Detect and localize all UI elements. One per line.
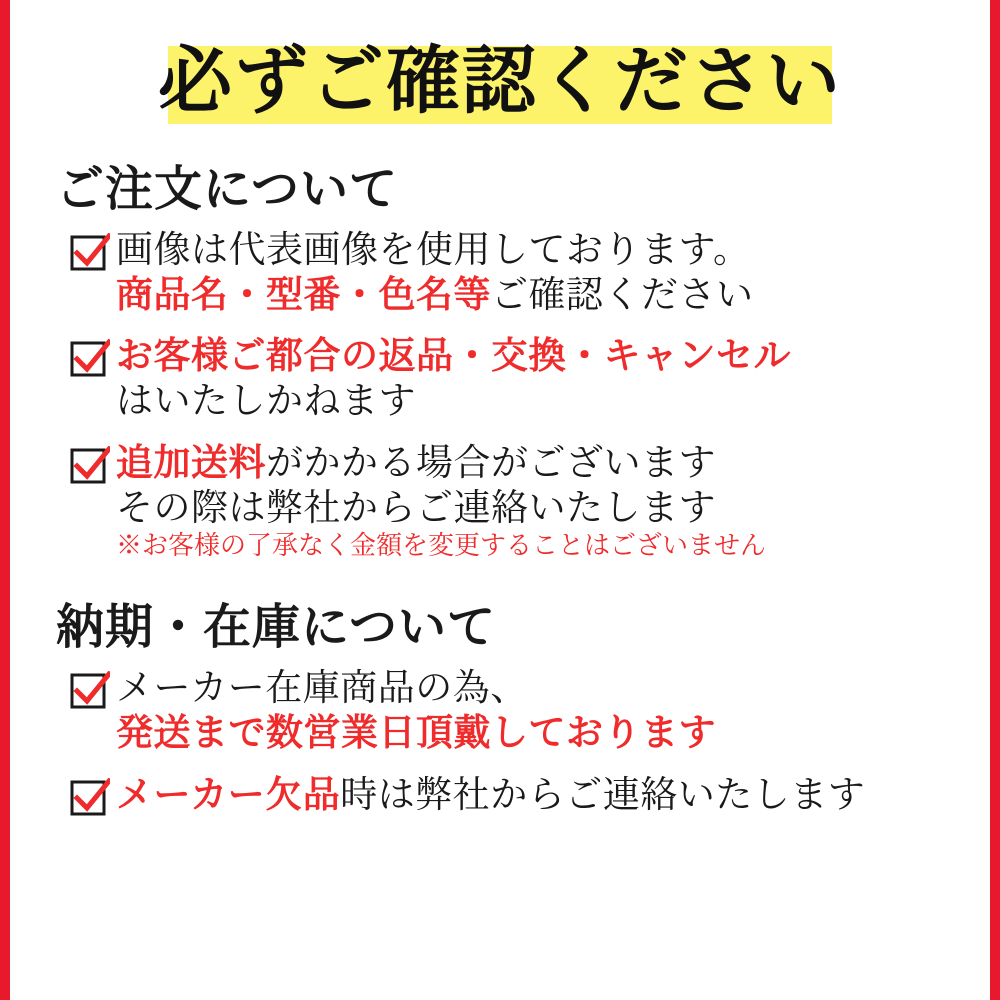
list-item-text	[116, 333, 962, 423]
checkbox-check-icon	[70, 233, 110, 273]
list-item-line	[116, 485, 962, 530]
page-title-wrap	[38, 0, 962, 150]
list-item	[70, 665, 962, 755]
list-item-line	[116, 440, 962, 485]
checkbox-check-icon	[70, 671, 110, 711]
list-item-text	[116, 772, 962, 817]
page-title: 必ずご確認ください	[158, 38, 842, 124]
list-item	[70, 333, 962, 423]
list-item-line	[116, 227, 962, 272]
text-segment-emphasis: お客様ご都合の返品・交換・キャンセル	[116, 333, 791, 378]
list-item-text	[116, 440, 962, 563]
list-item	[70, 440, 962, 563]
list-item-line	[116, 333, 962, 378]
list-item-text	[116, 227, 962, 317]
left-red-border	[0, 0, 10, 1000]
section-delivery	[38, 588, 962, 817]
text-segment: はいたしかねます	[116, 379, 416, 423]
right-red-border	[990, 0, 1000, 1000]
list-item	[70, 772, 962, 818]
checkbox-check-icon	[70, 446, 110, 486]
checkbox-check-icon	[70, 778, 110, 818]
list-item-line	[116, 378, 962, 423]
list-item-line	[116, 665, 962, 710]
notice-content	[10, 0, 990, 1000]
list-item-line	[116, 710, 962, 755]
text-segment-emphasis: メーカー欠品	[116, 771, 341, 816]
text-segment-emphasis: 発送まで数営業日頂戴しております	[116, 710, 716, 755]
text-segment-emphasis: 商品名・型番・色名等	[116, 272, 491, 317]
list-item-line	[116, 272, 962, 317]
section-heading-order: ご注文について	[56, 161, 399, 217]
list-item-line	[116, 772, 962, 817]
text-segment: メーカー在庫商品の為、	[116, 666, 528, 710]
list-item	[70, 227, 962, 317]
text-segment: 時は弊社からご連絡いたします	[340, 772, 866, 816]
section-order	[38, 150, 962, 562]
checkbox-check-icon	[70, 339, 110, 379]
text-segment: 画像は代表画像を使用しております。	[116, 228, 751, 271]
list-item-text	[116, 665, 962, 755]
list-item-note: ※お客様の了承なく金額を変更することはございません	[116, 530, 767, 561]
text-segment-emphasis: 追加送料	[116, 439, 266, 484]
text-segment: ご確認ください	[491, 273, 754, 317]
text-segment: その際は弊社からご連絡いたします	[116, 485, 716, 529]
text-segment: がかかる場合がございます	[266, 440, 716, 484]
section-heading-delivery: 納期・在庫について	[56, 599, 497, 656]
